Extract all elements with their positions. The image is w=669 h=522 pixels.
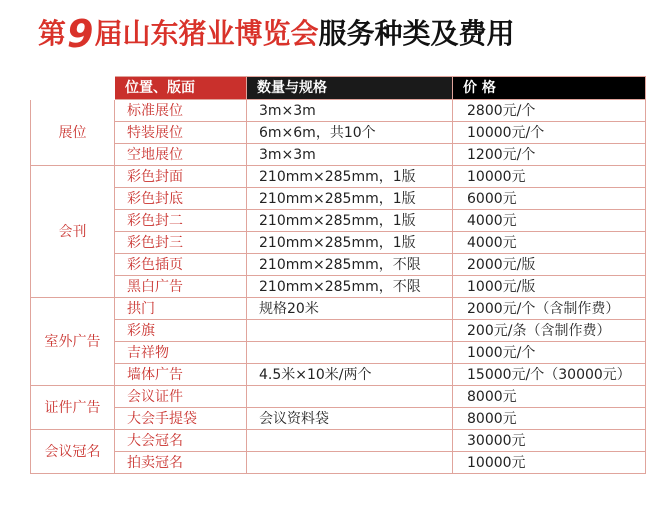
title-part2: 届山东猪业博览会 — [94, 17, 319, 50]
category-cell: 会议冠名 — [31, 430, 115, 474]
price-cell: 1000元/个 — [453, 342, 646, 364]
position-cell: 彩色插页 — [115, 254, 247, 276]
spec-cell — [247, 386, 453, 408]
table-row — [31, 342, 646, 364]
table-row — [31, 298, 646, 320]
price-cell: 2000元/版 — [453, 254, 646, 276]
price-table — [30, 76, 646, 474]
table-row — [31, 232, 646, 254]
position-cell: 彩色封三 — [115, 232, 247, 254]
table-row — [31, 364, 646, 386]
price-cell: 8000元 — [453, 408, 646, 430]
table-row — [31, 100, 646, 122]
spec-cell: 210mm×285mm，1版 — [247, 188, 453, 210]
position-cell: 大会手提袋 — [115, 408, 247, 430]
position-cell: 特装展位 — [115, 122, 247, 144]
category-cell: 证件广告 — [31, 386, 115, 430]
price-cell: 1000元/版 — [453, 276, 646, 298]
spec-cell — [247, 342, 453, 364]
spec-cell: 3m×3m — [247, 100, 453, 122]
price-cell: 4000元 — [453, 232, 646, 254]
position-cell: 彩色封底 — [115, 188, 247, 210]
header-price: 价 格 — [453, 77, 646, 100]
category-cell: 会刊 — [31, 166, 115, 298]
table-row — [31, 188, 646, 210]
table-row — [31, 276, 646, 298]
price-cell: 8000元 — [453, 386, 646, 408]
position-cell: 墙体广告 — [115, 364, 247, 386]
price-cell: 1200元/个 — [453, 144, 646, 166]
position-cell: 拱门 — [115, 298, 247, 320]
table-row — [31, 386, 646, 408]
price-cell: 4000元 — [453, 210, 646, 232]
page-title — [38, 14, 515, 54]
spec-cell: 4.5米×10米/两个 — [247, 364, 453, 386]
table-row — [31, 144, 646, 166]
header-category — [31, 77, 115, 100]
table-row — [31, 452, 646, 474]
title-part3: 服务种类及费用 — [318, 17, 515, 50]
position-cell: 空地展位 — [115, 144, 247, 166]
position-cell: 吉祥物 — [115, 342, 247, 364]
table-row — [31, 254, 646, 276]
price-cell: 2000元/个（含制作费） — [453, 298, 646, 320]
table-header-row — [31, 77, 646, 100]
spec-cell — [247, 452, 453, 474]
spec-cell: 210mm×285mm，不限 — [247, 254, 453, 276]
title-part1: 第 — [38, 17, 67, 50]
position-cell: 标准展位 — [115, 100, 247, 122]
header-spec: 数量与规格 — [247, 77, 453, 100]
table-row — [31, 210, 646, 232]
spec-cell: 会议资料袋 — [247, 408, 453, 430]
spec-cell: 6m×6m，共10个 — [247, 122, 453, 144]
position-cell: 彩色封二 — [115, 210, 247, 232]
title-number: 9 — [67, 12, 94, 56]
table-row — [31, 320, 646, 342]
category-cell: 展位 — [31, 100, 115, 166]
price-cell: 6000元 — [453, 188, 646, 210]
price-cell: 30000元 — [453, 430, 646, 452]
price-cell: 200元/条（含制作费） — [453, 320, 646, 342]
price-cell: 10000元 — [453, 166, 646, 188]
position-cell: 大会冠名 — [115, 430, 247, 452]
price-cell: 10000元/个 — [453, 122, 646, 144]
position-cell: 彩色封面 — [115, 166, 247, 188]
spec-cell: 210mm×285mm，不限 — [247, 276, 453, 298]
header-position: 位置、版面 — [115, 77, 247, 100]
spec-cell: 210mm×285mm，1版 — [247, 166, 453, 188]
spec-cell: 3m×3m — [247, 144, 453, 166]
table-row — [31, 430, 646, 452]
table-row — [31, 122, 646, 144]
spec-cell: 210mm×285mm，1版 — [247, 232, 453, 254]
spec-cell: 规格20米 — [247, 298, 453, 320]
price-cell: 15000元/个（30000元） — [453, 364, 646, 386]
position-cell: 会议证件 — [115, 386, 247, 408]
spec-cell — [247, 320, 453, 342]
table-row — [31, 166, 646, 188]
position-cell: 黑白广告 — [115, 276, 247, 298]
position-cell: 拍卖冠名 — [115, 452, 247, 474]
price-cell: 2800元/个 — [453, 100, 646, 122]
category-cell: 室外广告 — [31, 298, 115, 386]
table-row — [31, 408, 646, 430]
position-cell: 彩旗 — [115, 320, 247, 342]
spec-cell: 210mm×285mm，1版 — [247, 210, 453, 232]
price-cell: 10000元 — [453, 452, 646, 474]
spec-cell — [247, 430, 453, 452]
